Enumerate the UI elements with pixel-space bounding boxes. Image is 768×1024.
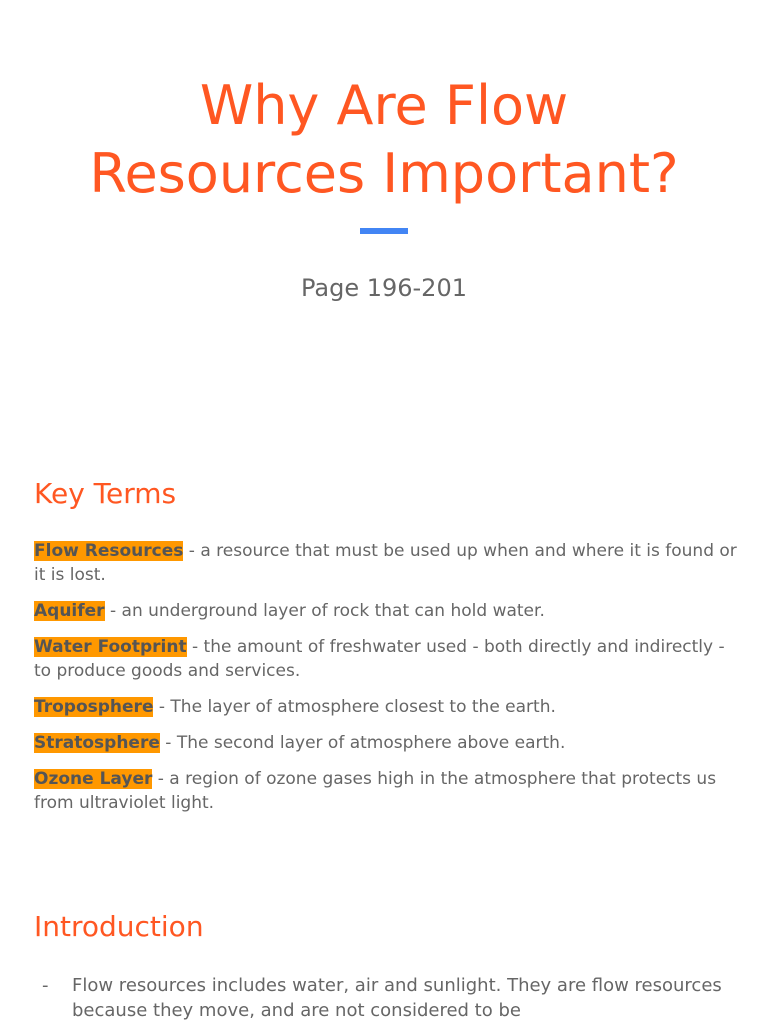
key-terms-list: [34, 539, 744, 827]
key-term-item: [34, 635, 744, 683]
key-term-definition: - a region of ozone gases high in the atmosphere that protects us from ultraviolet light.: [34, 769, 717, 813]
key-term-name: Flow Resources: [34, 541, 184, 561]
key-term-definition: - an underground layer of rock that can hold water.: [104, 601, 545, 621]
key-term-item: [34, 599, 744, 623]
key-term-name: Aquifer: [34, 601, 105, 621]
introduction-bullet-text: Flow resources includes water, air and sunlight. They are flow resources because they move, and are not considered to be: [72, 975, 722, 1021]
key-term-name: Ozone Layer: [34, 769, 153, 789]
bullet-dash: -: [42, 975, 49, 996]
key-term-item: [34, 731, 744, 755]
page-title-line-1: Why Are Flow: [199, 74, 569, 137]
key-term-definition: - The layer of atmosphere closest to the earth.: [153, 697, 556, 717]
key-term-definition: - the amount of freshwater used - both directly and indirectly - to produce goods and services.: [34, 637, 725, 681]
page-title-line-2: Resources Important?: [89, 142, 679, 205]
key-term-name: Stratosphere: [34, 733, 160, 753]
introduction-heading: Introduction: [34, 910, 204, 943]
key-term-name: Water Footprint: [34, 637, 187, 657]
key-term-name: Troposphere: [34, 697, 154, 717]
introduction-list: [34, 973, 744, 1023]
key-term-definition: - a resource that must be used up when and where it is found or it is lost.: [34, 541, 737, 585]
key-terms-heading: Key Terms: [34, 477, 177, 510]
title-divider: [360, 228, 408, 234]
page-title: [0, 72, 768, 208]
key-term-item: [34, 767, 744, 815]
key-term-item: [34, 695, 744, 719]
page-subtitle: Page 196-201: [300, 274, 467, 302]
key-term-definition: - The second layer of atmosphere above earth.: [159, 733, 566, 753]
introduction-bullet: [34, 973, 744, 1023]
key-term-item: [34, 539, 744, 587]
